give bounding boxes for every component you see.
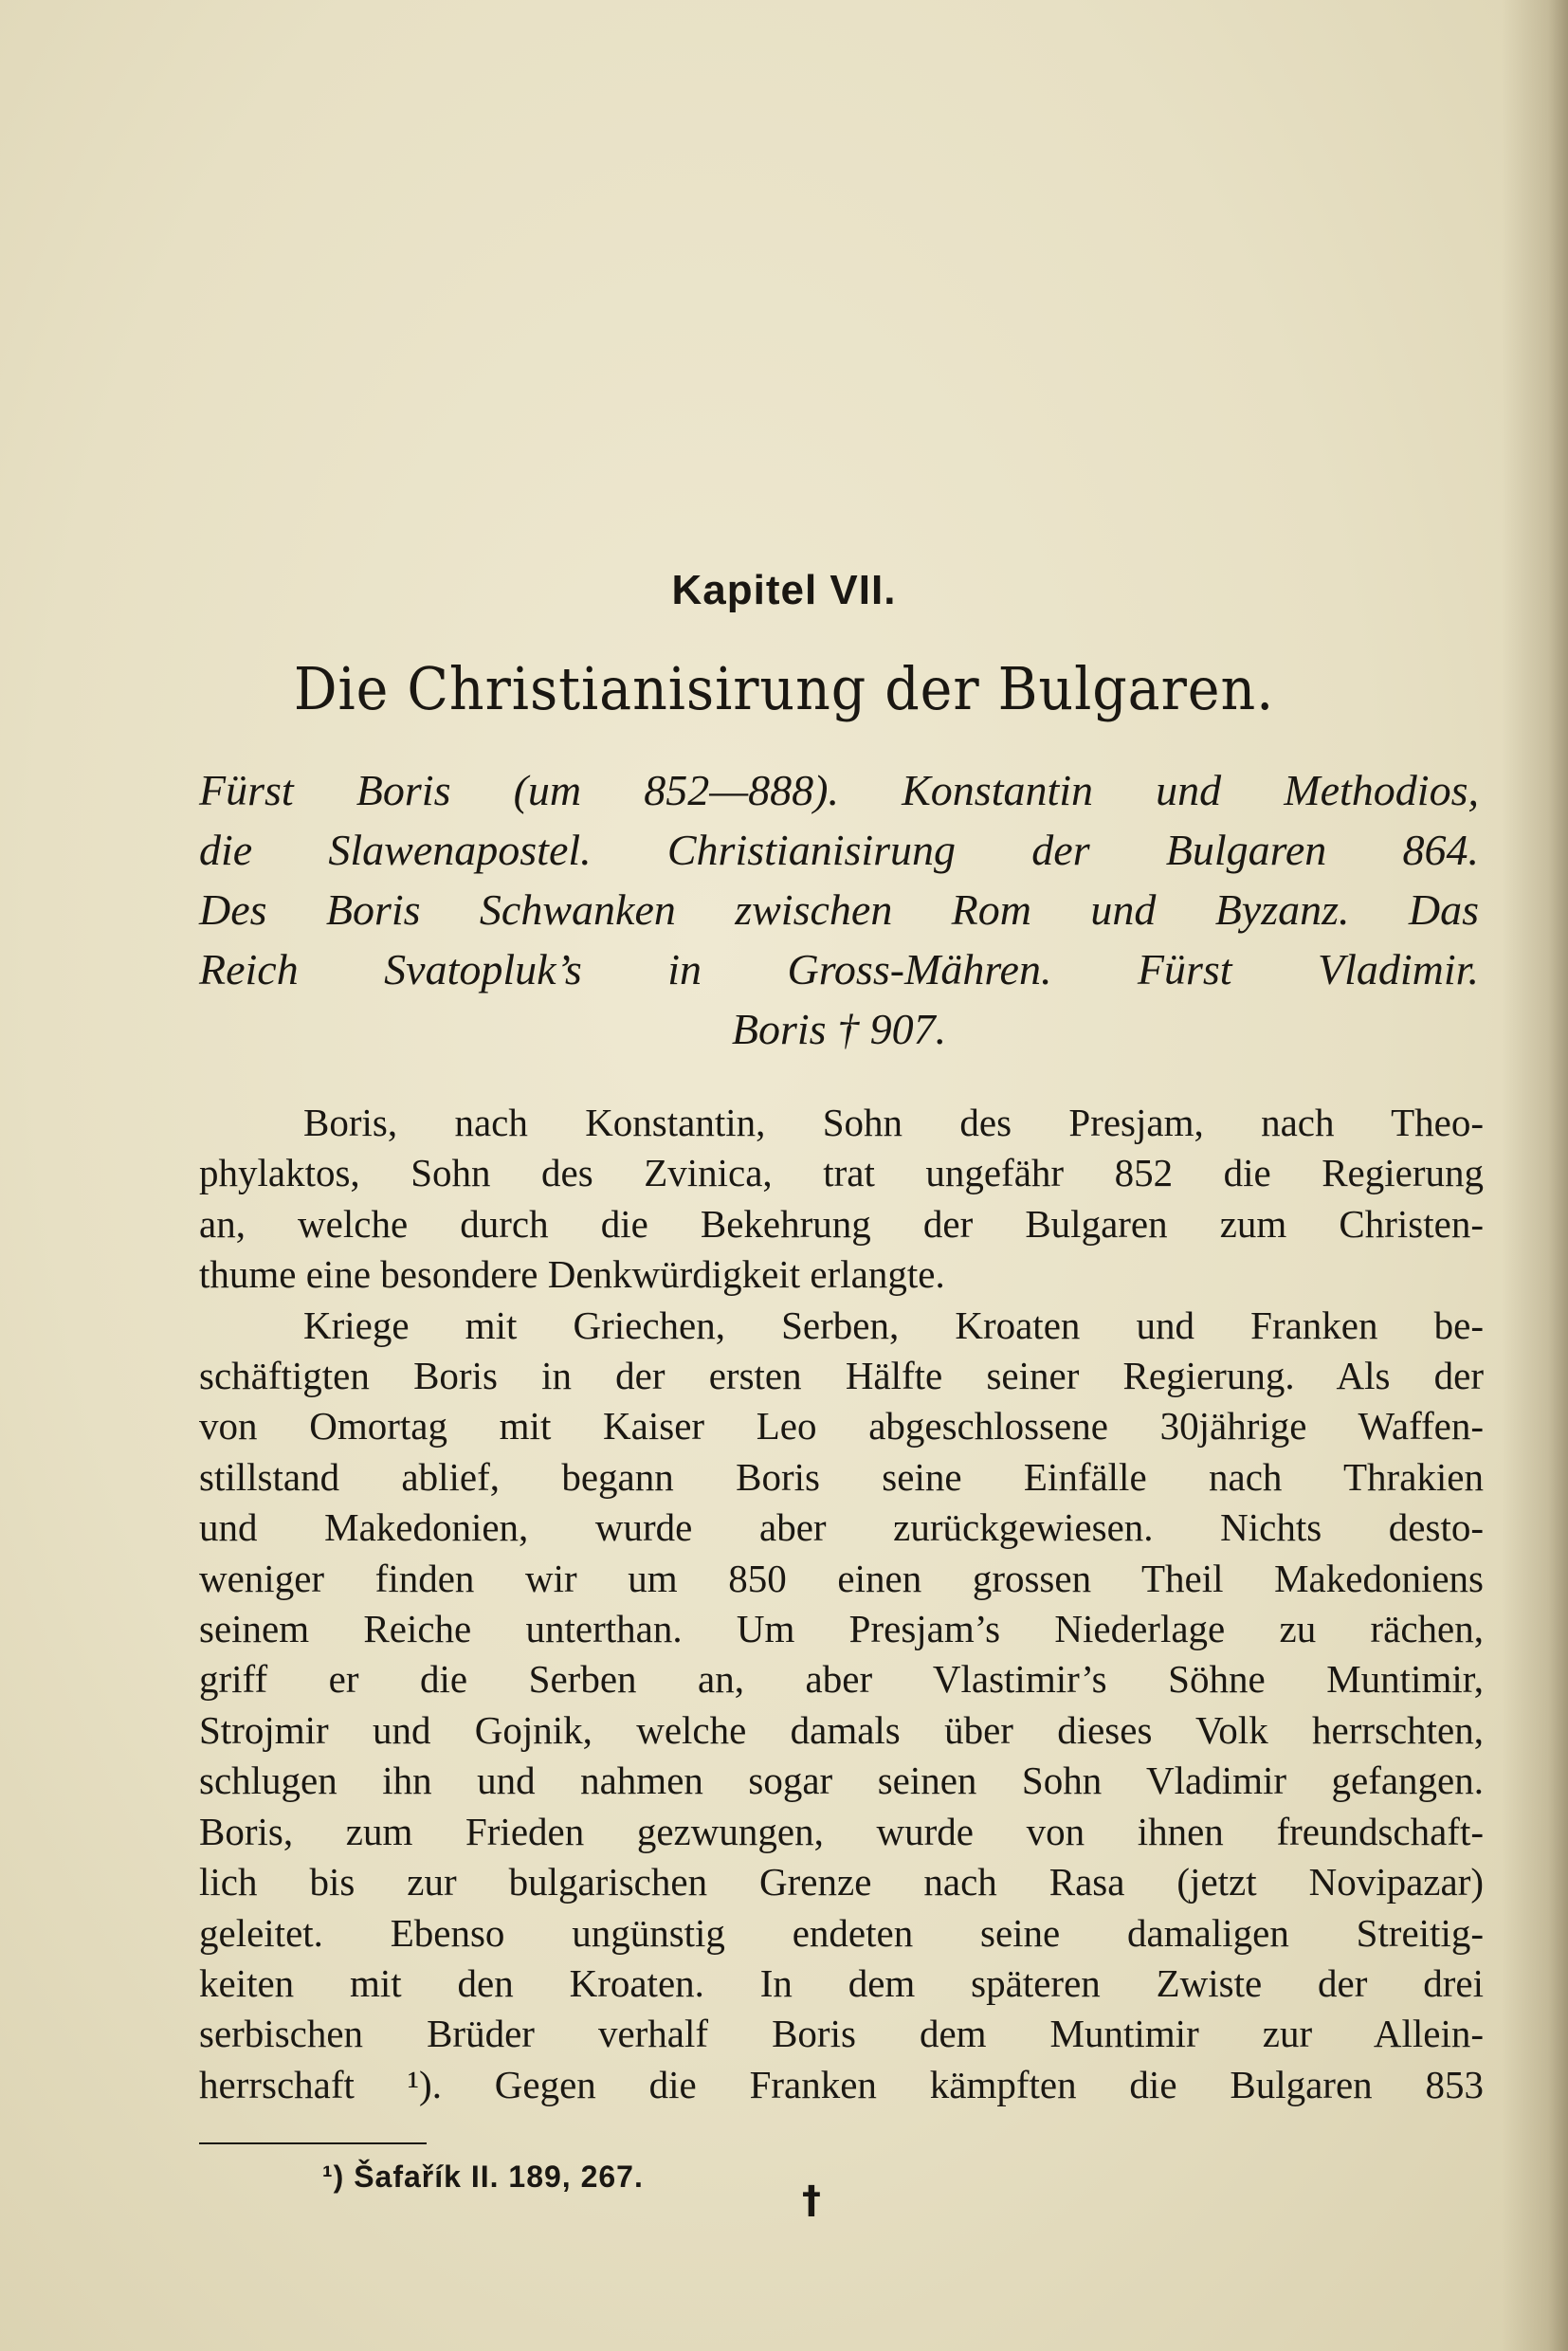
paragraph-line: Boris, zum Frieden gezwungen, wurde von ihnen freundschaft- [199,1809,1484,1853]
paragraph-line: stillstand ablief, begann Boris seine Einfälle nach Thrakien [199,1454,1484,1499]
page-edge-shadow [1502,0,1568,2351]
paragraph-line: serbischen Brüder verhalf Boris dem Muntimir zur Allein- [199,2012,1484,2056]
summary-line: Des Boris Schwanken zwischen Rom und Byzanz. Das [199,885,1479,934]
paragraph-line: Strojmir und Gojnik, welche damals über dieses Volk herrschten, [199,1707,1484,1752]
summary-line: die Slawenapostel. Christianisirung der Bulgaren 864. [199,826,1479,874]
paragraph-line: herrschaft ¹). Gegen die Franken kämpften die Bulgaren 853 [199,2062,1484,2106]
paragraph-line: lich bis zur bulgarischen Grenze nach Rasa (jetzt Novipazar) [199,1860,1484,1904]
footnote-divider [199,2142,427,2144]
paragraph-line: seinem Reiche unterthan. Um Presjam’s Niederlage zu rächen, [199,1607,1484,1651]
chapter-heading: Kapitel VII. [671,567,897,613]
paragraph-line: an, welche durch die Bekehrung der Bulgaren zum Christen- [199,1201,1484,1246]
paragraph-line: Boris, nach Konstantin, Sohn des Presjam, nach Theo- [303,1101,1484,1144]
body-text [199,1098,1484,2110]
paragraph-line: von Omortag mit Kaiser Leo abgeschlossene 30jährige Waffen- [199,1404,1484,1449]
chapter-summary [199,760,1479,1059]
paragraph-line: griff er die Serben an, aber Vlastimir’s Söhne Muntimir, [199,1657,1484,1702]
summary-line: Boris † 907. [731,1005,947,1053]
paragraph-line: schäftigten Boris in der ersten Hälfte seiner Regierung. Als der [199,1354,1484,1398]
chapter-title: Die Christianisirung der Bulgaren. [293,654,1275,723]
signature-mark: † [802,2178,821,2222]
summary-line: Fürst Boris (um 852—888). Konstantin und Methodios, [199,766,1479,814]
paragraph-line: schlugen ihn und nahmen sogar seinen Sohn Vladimir gefangen. [199,1759,1484,1803]
paragraph-line: weniger finden wir um 850 einen grossen Theil Makedoniens [199,1556,1484,1600]
paragraph-line: Kriege mit Griechen, Serben, Kroaten und Franken be- [303,1303,1484,1347]
paragraph-line: geleitet. Ebenso ungünstig endeten seine damaligen Streitig- [199,1910,1484,1955]
paragraph-line: keiten mit den Kroaten. In dem späteren Zwiste der drei [199,1960,1484,2005]
footnote: ¹) Šafařík II. 189, 267. [322,2160,644,2194]
summary-line: Reich Svatopluk’s in Gross-Mähren. Fürst Vladimir. [199,945,1479,993]
paragraph-line: und Makedonien, wurde aber zurückgewiesen. Nichts desto- [199,1505,1484,1550]
paragraph-line: phylaktos, Sohn des Zvinica, trat ungefähr 852 die Regierung [199,1151,1484,1195]
paragraph-line: thume eine besondere Denkwürdigkeit erlangte. [199,1252,945,1297]
